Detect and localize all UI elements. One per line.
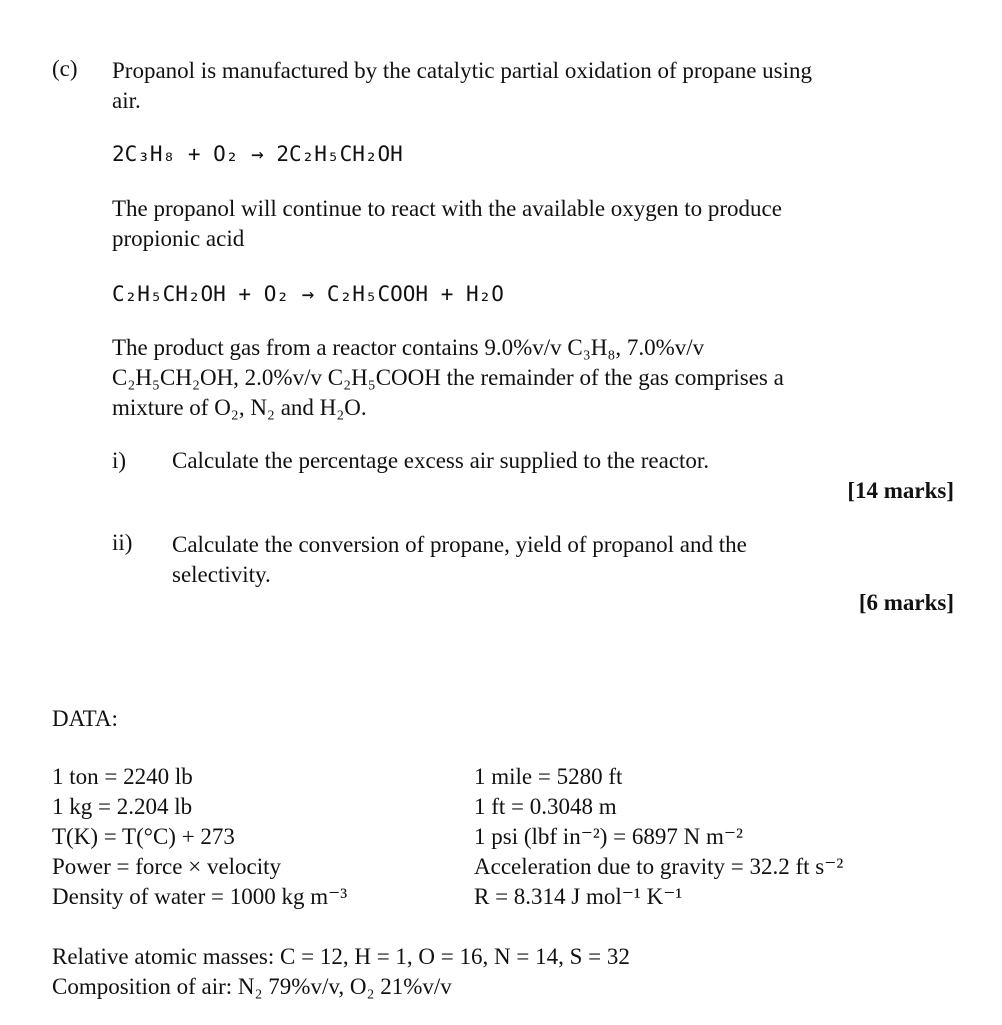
intro-line-1: Propanol is manufactured by the catalytic partial oxidation of propane using [112,58,813,83]
data-left-item: Power = force × velocity [52,854,282,879]
continue-paragraph [112,194,782,254]
equation-1: 2C₃H₈ + O₂ → 2C₂H₅CH₂OH [112,142,403,166]
continue-line-2: propionic acid [112,226,245,251]
atomic-masses: Relative atomic masses: C = 12, H = 1, O = 16, N = 14, S = 32 [52,944,630,969]
product-line-1: The product gas from a reactor contains 9.0%v/v C₃H₈, 7.0%v/v [112,335,705,360]
part-ii-text [172,530,747,590]
air-composition: Composition of air: N₂ 79%v/v, O₂ 21%v/v [52,974,452,999]
data-right-item: R = 8.314 J mol⁻¹ K⁻¹ [474,884,683,909]
continue-line-1: The propanol will continue to react with the available oxygen to produce [112,196,782,221]
part-i-marks: [14 marks] [847,478,954,503]
intro-paragraph [112,56,812,116]
part-ii-marks: [6 marks] [858,590,954,615]
data-right-item: 1 psi (lbf in⁻²) = 6897 N m⁻² [474,824,743,849]
equation-2: C₂H₅CH₂OH + O₂ → C₂H₅COOH + H₂O [112,282,504,306]
product-paragraph [112,333,784,423]
intro-line-2: air. [112,88,141,113]
part-ii-label: ii) [112,530,133,555]
data-left-item: T(K) = T(°C) + 273 [52,824,235,849]
part-i-label: i) [112,448,127,473]
question-label: (c) [52,56,78,81]
product-line-3: mixture of O₂, N₂ and H₂O. [112,395,367,420]
part-i-text: Calculate the percentage excess air supplied to the reactor. [172,448,710,473]
product-line-2: C₂H₅CH₂OH, 2.0%v/v C₂H₅COOH the remainder of the gas comprises a [112,365,784,390]
data-right-item: 1 mile = 5280 ft [474,764,623,789]
data-left-item: 1 ton = 2240 lb [52,764,193,789]
data-left-item: 1 kg = 2.204 lb [52,794,193,819]
part-ii-line-2: selectivity. [172,562,271,587]
part-ii-line-1: Calculate the conversion of propane, yield of propanol and the [172,532,747,557]
data-right-item: 1 ft = 0.3048 m [474,794,617,819]
data-left-item: Density of water = 1000 kg m⁻³ [52,884,348,909]
data-right-item: Acceleration due to gravity = 32.2 ft s⁻² [474,854,844,879]
data-heading: DATA: [52,706,118,731]
